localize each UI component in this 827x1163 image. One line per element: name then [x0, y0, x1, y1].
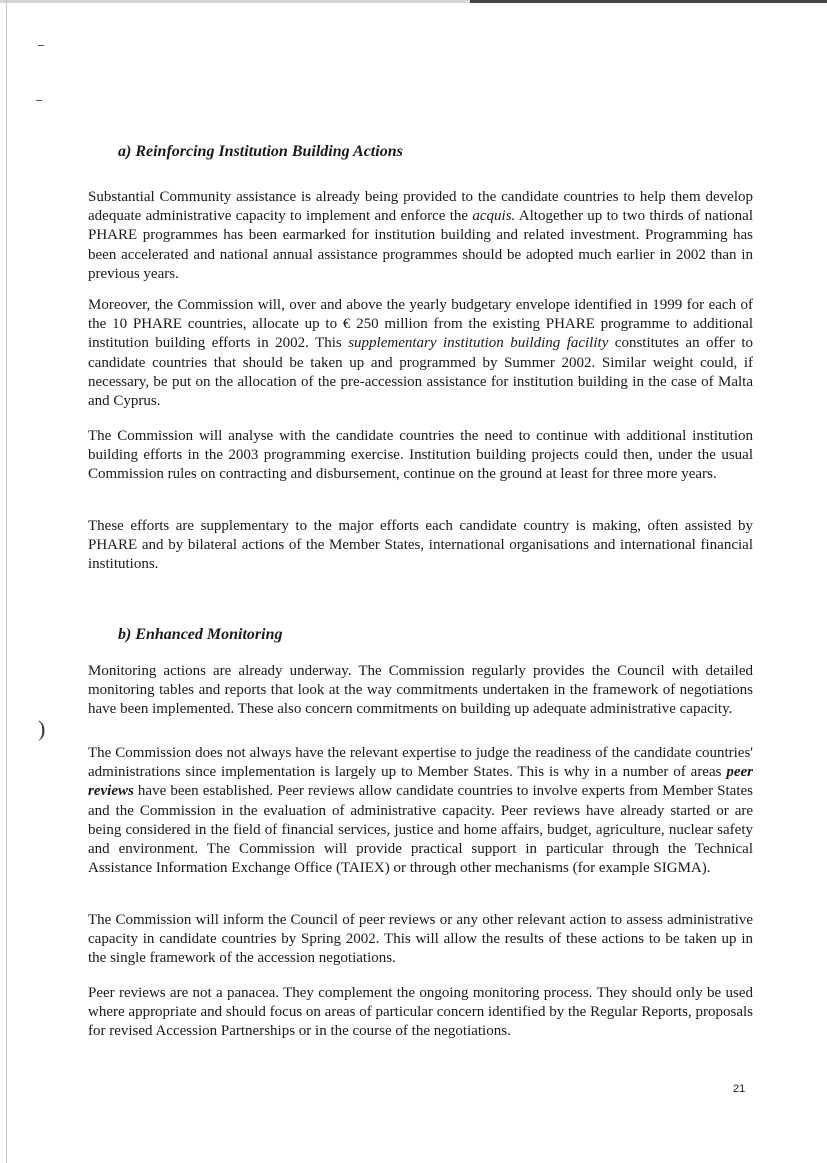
margin-bracket: ) [38, 716, 46, 741]
margin-mark [38, 45, 44, 46]
section-b-paragraph-3: The Commission will inform the Council of peer reviews or any other relevant action to assess administrative capacity in candidate countries by Spring 2002. This will allow the results of these actions to be taken up in the single framework of the accession negotiations. [88, 912, 753, 967]
section-a-paragraph-1: Substantial Community assistance is already being provided to the candidate countries to help them develop adequate administrative capacity to implement and enforce the acquis. Altogether up to two thirds of national PHARE programmes has been earmarked for institution building and related investment. Programming has been accelerated and national annual assistance programmes should be adopted much earlier in 2002 than in previous years. [88, 189, 754, 282]
section-a-paragraph-4: These efforts are supplementary to the major efforts each candidate country is making, often assisted by PHARE and by bilateral actions of the Member States, international organisations and international financial institutions. [88, 518, 753, 573]
section-b-paragraph-2: The Commission does not always have the relevant expertise to judge the readiness of the candidate countries' administrations since implementation is largely up to Member States. This is why in a number of areas peer reviews have been established. Peer reviews allow candidate countries to involve experts from Member States and the Commission in the evaluation of administrative capacity. Peer reviews have already started or are being considered in the field of financial services, justice and home affairs, budget, agriculture, nuclear safety and environment. The Commission will provide practical support in particular through the Technical Assistance Information Exchange Office (TAIEX) or through other mechanisms (for example SIGMA). [88, 745, 753, 877]
section-b-paragraph-1: Monitoring actions are already underway. The Commission regularly provides the Council with detailed monitoring tables and reports that look at the way commitments undertaken in the framework of negotiations have been implemented. These also concern commitments on building up adequate administrative capacity. [88, 663, 753, 718]
page-number: 21 [733, 1083, 746, 1095]
section-a-paragraph-2: Moreover, the Commission will, over and above the yearly budgetary envelope identified in 1999 for each of the 10 PHARE countries, allocate up to € 250 million from the existing PHARE programme to additional institution building efforts in 2002. This supplementary institution building facility constitutes an offer to candidate countries that should be taken up and programmed by Summer 2002. Similar weight could, if necessary, be put on the allocation of the pre-accession assistance for institution building in the case of Malta and Cyprus. [88, 297, 753, 410]
section-a-heading: a) Reinforcing Institution Building Actions [118, 143, 403, 160]
section-b-paragraph-4: Peer reviews are not a panacea. They complement the ongoing monitoring process. They should only be used where appropriate and should focus on areas of particular concern identified by the Regular Reports, proposals for revised Accession Partnerships or in the course of the negotiations. [88, 985, 753, 1040]
section-b-heading: b) Enhanced Monitoring [118, 626, 283, 643]
scan-left-edge [6, 0, 7, 1163]
scan-top-line [470, 0, 827, 3]
section-a-paragraph-3: The Commission will analyse with the candidate countries the need to continue with additional institution building efforts in the 2003 programming exercise. Institution building projects could then, under the usual Commission rules on contracting and disbursement, continue on the ground at least for three more years. [88, 428, 753, 483]
margin-mark [36, 100, 42, 101]
